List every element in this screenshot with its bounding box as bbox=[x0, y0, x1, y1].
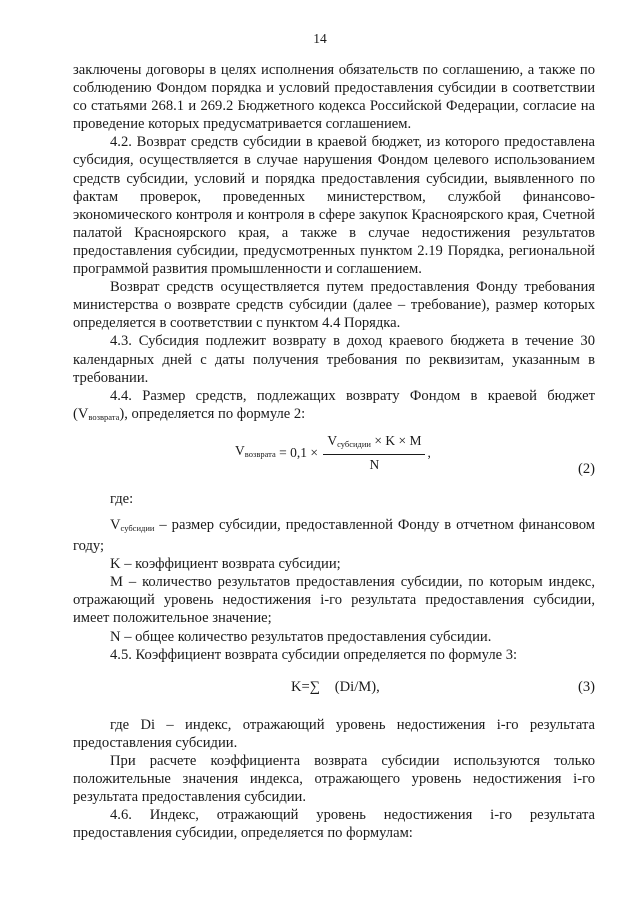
paragraph-return-requirement: Возврат средств осуществляется путем предоставления Фонду требования министерства о возврате средств субсидии (далее – требование), размер которых определяется в соответствии с пунктом 4.4 Порядка. bbox=[73, 279, 595, 332]
where-label: где: bbox=[110, 490, 134, 507]
paragraph-4-3: 4.3. Субсидия подлежит возврату в доход краевого бюджета в течение 30 календарных дней с даты получения требования по реквизитам, указанным в требовании. bbox=[73, 333, 595, 386]
formula-2-comma: , bbox=[427, 444, 431, 460]
paragraph-agreement-continuation: заключены договоры в целях исполнения обязательств по соглашению, а также по соблюдению Фондом порядка и условий предоставления субсидии в соответствии со статьями 268.1 и 269.2 Бюджетного кодекса Российской Федерации, согласие на проведение которых предусматривается соглашением. bbox=[73, 62, 595, 133]
paragraph-4-2: 4.2. Возврат средств субсидии в краевой бюджет, из которого предоставлена субсидия, осуществляется в случае нарушения Фондом целевого использованием средств субсидии, условий и порядка предоставления субсидии, выявленного по фактам проверок, проведенных министерством, службой финансово-экономического контроля и контроля в сфере закупок Красноярского края, Счетной палатой Красноярского края, а также в случае недостижения результатов предоставления субсидии, предусмотренных пунктом 2.19 Порядка, региональной программой развития промышленности и соглашением. bbox=[73, 134, 595, 278]
formula-2-expression bbox=[235, 432, 431, 474]
formula-2-lhs: $V_{возврата}$ bbox=[235, 443, 276, 460]
formula-2-fraction bbox=[323, 432, 425, 474]
paragraph-4-4 bbox=[73, 387, 595, 426]
definition-di: где Di – индекс, отражающий уровень недостижения i-го результата предоставления субсидии. bbox=[73, 716, 595, 751]
definition-v-subsidy: $V_{субсидии}$ – размер субсидии, предоставленной Фонду в отчетном финансовом году; bbox=[73, 516, 595, 555]
paragraph-4-4-text: 4.4. Размер средств, подлежащих возврату Фондом в краевой бюджет (V bbox=[73, 387, 595, 422]
definition-m: M – количество результатов предоставления субсидии, по которым индекс, отражающий уровень недостижения i-го результата предоставления субсидии, имеет положительное значение; bbox=[73, 574, 595, 627]
definition-n: N – общее количество результатов предоставления субсидии. bbox=[110, 628, 492, 645]
page-number: 14 bbox=[313, 31, 327, 46]
paragraph-4-5: 4.5. Коэффициент возврата субсидии определяется по формуле 3: bbox=[110, 646, 518, 663]
definition-k: K – коэффициент возврата субсидии; bbox=[110, 556, 341, 573]
formula-3 bbox=[73, 664, 595, 716]
formula-3-expression: K=∑ (Di/M), bbox=[291, 678, 380, 695]
paragraph-4-4-tail: ), определяется по формуле 2: bbox=[119, 405, 306, 422]
formula-2-number: (2) bbox=[577, 460, 595, 477]
formula-2-denominator: N bbox=[369, 456, 380, 472]
formula-2-numerator: $V_{субсидии} \times K \times M$ bbox=[323, 432, 425, 455]
v-return-subscript: возврата bbox=[88, 411, 120, 422]
paragraph-4-6: 4.6. Индекс, отражающий уровень недостижения i-го результата предоставления субсидии, определяется по формулам: bbox=[73, 807, 595, 842]
page-content bbox=[73, 61, 595, 842]
formula-2 bbox=[73, 426, 595, 490]
formula-3-number: (3) bbox=[577, 678, 595, 695]
paragraph-positive-values: При расчете коэффициента возврата субсидии используются только положительные значения индекса, отражающего уровень недостижения i-го результата предоставления субсидии. bbox=[73, 752, 595, 806]
formula-2-equals: = 0,1 × bbox=[275, 444, 322, 460]
